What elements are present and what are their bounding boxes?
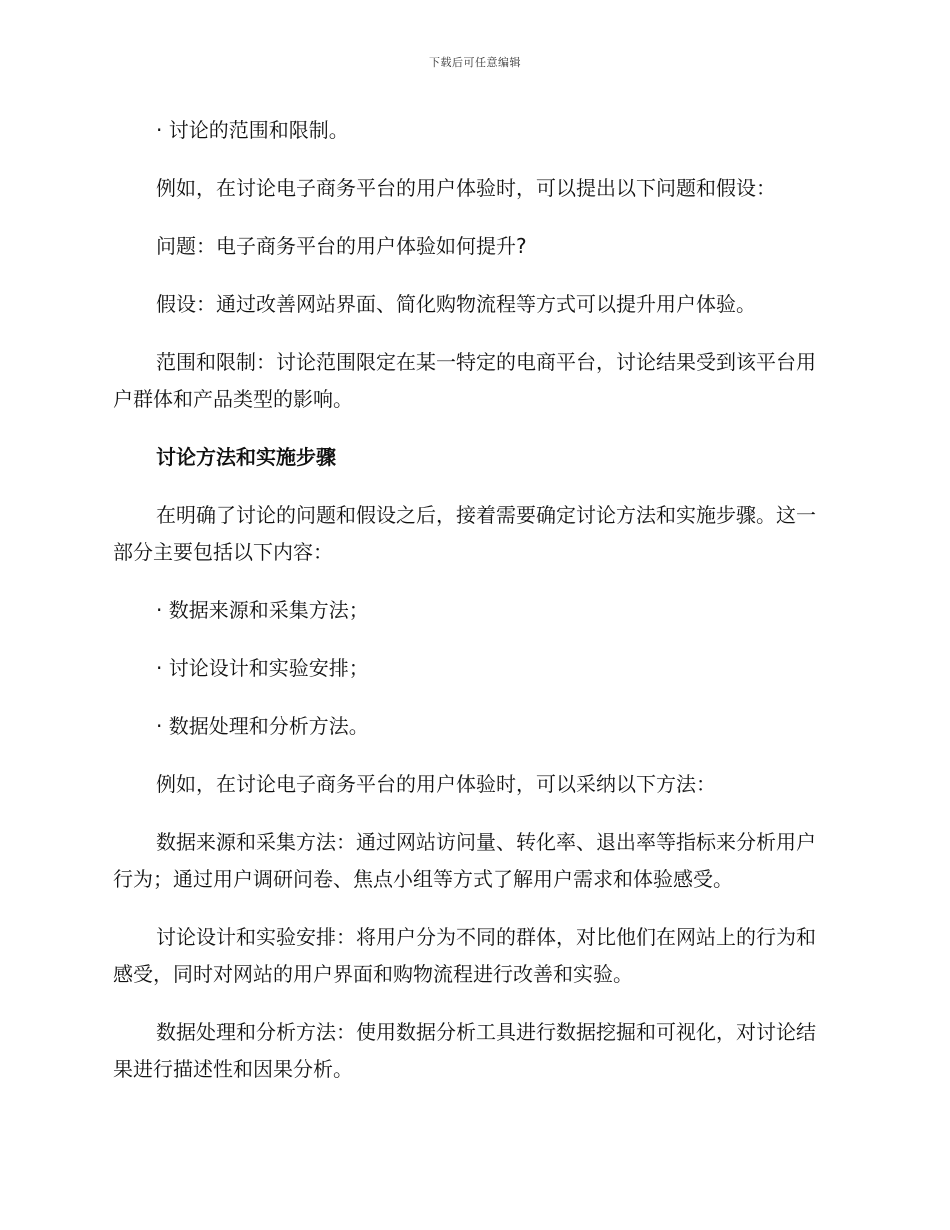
paragraph-method-intro: 在明确了讨论的问题和假设之后，接着需要确定讨论方法和实施步骤。这一部分主要包括以下内容： (113, 503, 816, 564)
paragraph-scope: 范围和限制：讨论范围限定在某一特定的电商平台，讨论结果受到该平台用户群体和产品类型的影响。 (113, 350, 816, 411)
paragraph-hypothesis: 假设：通过改善网站界面、简化购物流程等方式可以提升用户体验。 (156, 292, 756, 316)
paragraph-question: 问题：电子商务平台的用户体验如何提升? (156, 234, 527, 258)
paragraph-analysis: 数据处理和分析方法：使用数据分析工具进行数据挖掘和可视化，对讨论结果进行描述性和因果分析。 (113, 1020, 816, 1081)
paragraph-data-source: 数据来源和采集方法：通过网站访问量、转化率、退出率等指标来分析用户行为；通过用户调研问卷、焦点小组等方式了解用户需求和体验感受。 (113, 830, 816, 891)
bullet-design: · 讨论设计和实验安排； (156, 656, 369, 680)
bullet-data-source: · 数据来源和采集方法； (156, 598, 369, 622)
paragraph-example-intro: 例如，在讨论电子商务平台的用户体验时，可以提出以下问题和假设： (156, 176, 776, 200)
section-heading: 讨论方法和实施步骤 (156, 445, 336, 469)
paragraph-design: 讨论设计和实验安排：将用户分为不同的群体，对比他们在网站上的行为和感受，同时对网站的用户界面和购物流程进行改善和实验。 (113, 925, 816, 986)
bullet-scope-limits: · 讨论的范围和限制。 (156, 118, 349, 142)
paragraph-method-example: 例如，在讨论电子商务平台的用户体验时，可以采纳以下方法： (156, 772, 716, 796)
page-header: 下载后可任意编辑 (429, 56, 521, 69)
document-body (113, 112, 833, 1109)
bullet-analysis: · 数据处理和分析方法。 (156, 714, 369, 738)
